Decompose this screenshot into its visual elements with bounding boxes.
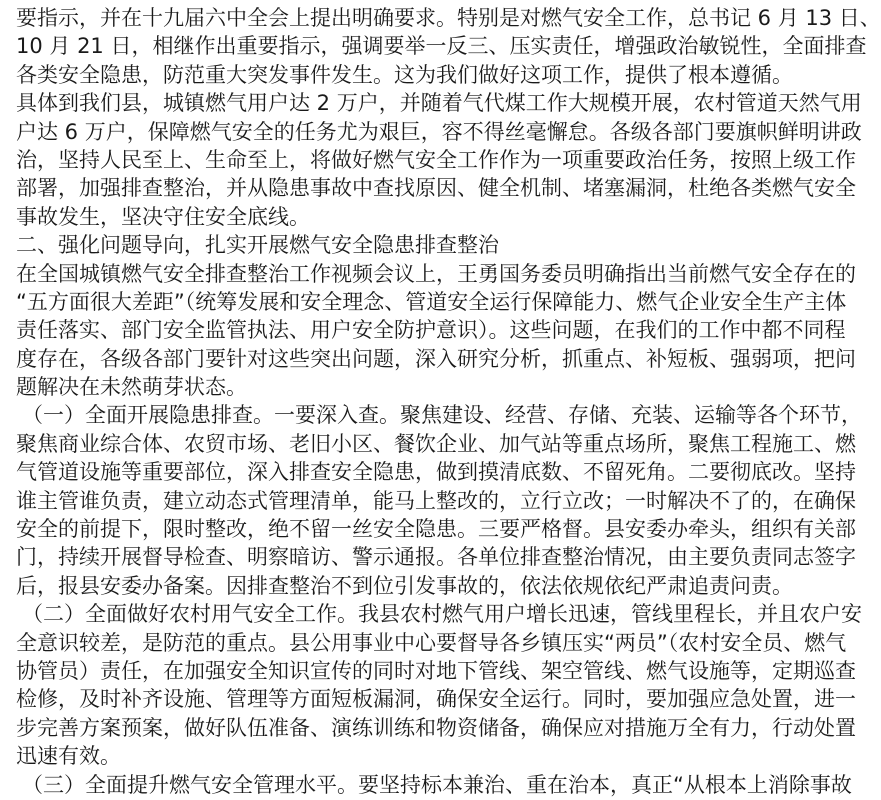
text-line: 具体到我们县，城镇燃气用户达 2 万户，并随着气代煤工作大规模开展，农村管道天然气用 — [16, 91, 862, 116]
text-line: 二、强化问题导向，扎实开展燃气安全隐患排查整治 — [16, 233, 499, 258]
text-line: “五方面很大差距”（统筹发展和安全理念、管道安全运行保障能力、燃气企业安全生产主体 — [16, 289, 847, 314]
paragraph — [16, 260, 856, 402]
text-line: 谁主管谁负责，建立动态式管理清单，能马上整改的，立行立改；一时解决不了的，在确保 — [16, 488, 856, 513]
section-heading — [16, 231, 784, 259]
paragraph — [16, 771, 852, 799]
paragraph — [16, 4, 881, 89]
text-line: 各类安全隐患，防范重大突发事件发生。这为我们做好这项工作，提供了根本遵循。 — [16, 62, 793, 87]
text-line: 检修，及时补齐设施、管理等方面短板漏洞，确保安全运行。同时，要加强应急处置，进一 — [16, 687, 856, 712]
paragraph — [16, 89, 862, 231]
text-line: 迅速有效。 — [16, 744, 121, 769]
text-line: （一）全面开展隐患排查。一要深入查。聚焦建设、经营、存储、充装、运输等各个环节， — [22, 403, 862, 428]
text-line: 部署，加强排查整治，并从隐患事故中查找原因、健全机制、堵塞漏洞，杜绝各类燃气安全 — [16, 176, 856, 201]
text-line: 题解决在未然萌芽状态。 — [16, 375, 247, 400]
text-line: 度存在，各级各部门要针对这些突出问题，深入研究分析，抓重点、补短板、强弱项，把问 — [16, 346, 856, 371]
text-line: 全意识较差，是防范的重点。县公用事业中心要督导各乡镇压实“两员”（农村安全员、燃气 — [16, 630, 847, 655]
text-line: 后，报县安委办备案。因排查整治不到位引发事故的，依法依规依纪严肃追责问责。 — [16, 573, 793, 598]
text-line: （三）全面提升燃气安全管理水平。要坚持标本兼治、重在治本，真正“从根本上消除事故 — [22, 772, 852, 797]
text-line: 气管道设施等重要部位，深入排查安全隐患，做到摸清底数、不留死角。二要彻底改。坚持 — [16, 460, 856, 485]
text-line: 聚焦商业综合体、农贸市场、老旧小区、餐饮企业、加气站等重点场所，聚焦工程施工、燃 — [16, 431, 856, 456]
text-line: 责任落实、部门安全监管执法、用户安全防护意识）。这些问题，在我们的工作中都不同程 — [16, 318, 846, 343]
text-line: 10 月 21 日，相继作出重要指示，强调要举一反三、压实责任，增强政治敏锐性，全面排查 — [16, 34, 867, 59]
text-line: 事故发生，坚决守住安全底线。 — [16, 204, 310, 229]
text-line: 户达 6 万户，保障燃气安全的任务尤为艰巨，容不得丝毫懈怠。各级各部门要旗帜鲜明讲政 — [16, 119, 862, 144]
text-line: 协管员）责任，在加强安全知识宣传的同时对地下管线、架空管线、燃气设施等，定期巡查 — [16, 658, 856, 683]
text-line: 治，坚持人民至上、生命至上，将做好燃气安全工作作为一项重要政治任务，按照上级工作 — [16, 147, 856, 172]
text-line: 门，持续开展督导检查、明察暗访、警示通报。各单位排查整治情况，由主要负责同志签字 — [16, 545, 856, 570]
text-line: 步完善方案预案，做好队伍准备、演练训练和物资储备，确保应对措施万全有力，行动处置 — [16, 715, 856, 740]
text-line: 在全国城镇燃气安全排查整治工作视频会议上，王勇国务委员明确指出当前燃气安全存在的 — [16, 261, 856, 286]
text-line: 要指示，并在十九届六中全会上提出明确要求。特别是对燃气安全工作，总书记 6 月 13 日、 — [16, 6, 881, 30]
text-line: 安全的前提下，限时整改，绝不留一丝安全隐患。三要严格督。县安委办牵头，组织有关部 — [16, 517, 856, 542]
text-line: （二）全面做好农村用气安全工作。我县农村燃气用户增长迅速，管线里程长，并且农户安 — [22, 602, 862, 627]
paragraph — [16, 401, 862, 600]
paragraph — [16, 600, 862, 770]
document-body — [16, 4, 881, 799]
